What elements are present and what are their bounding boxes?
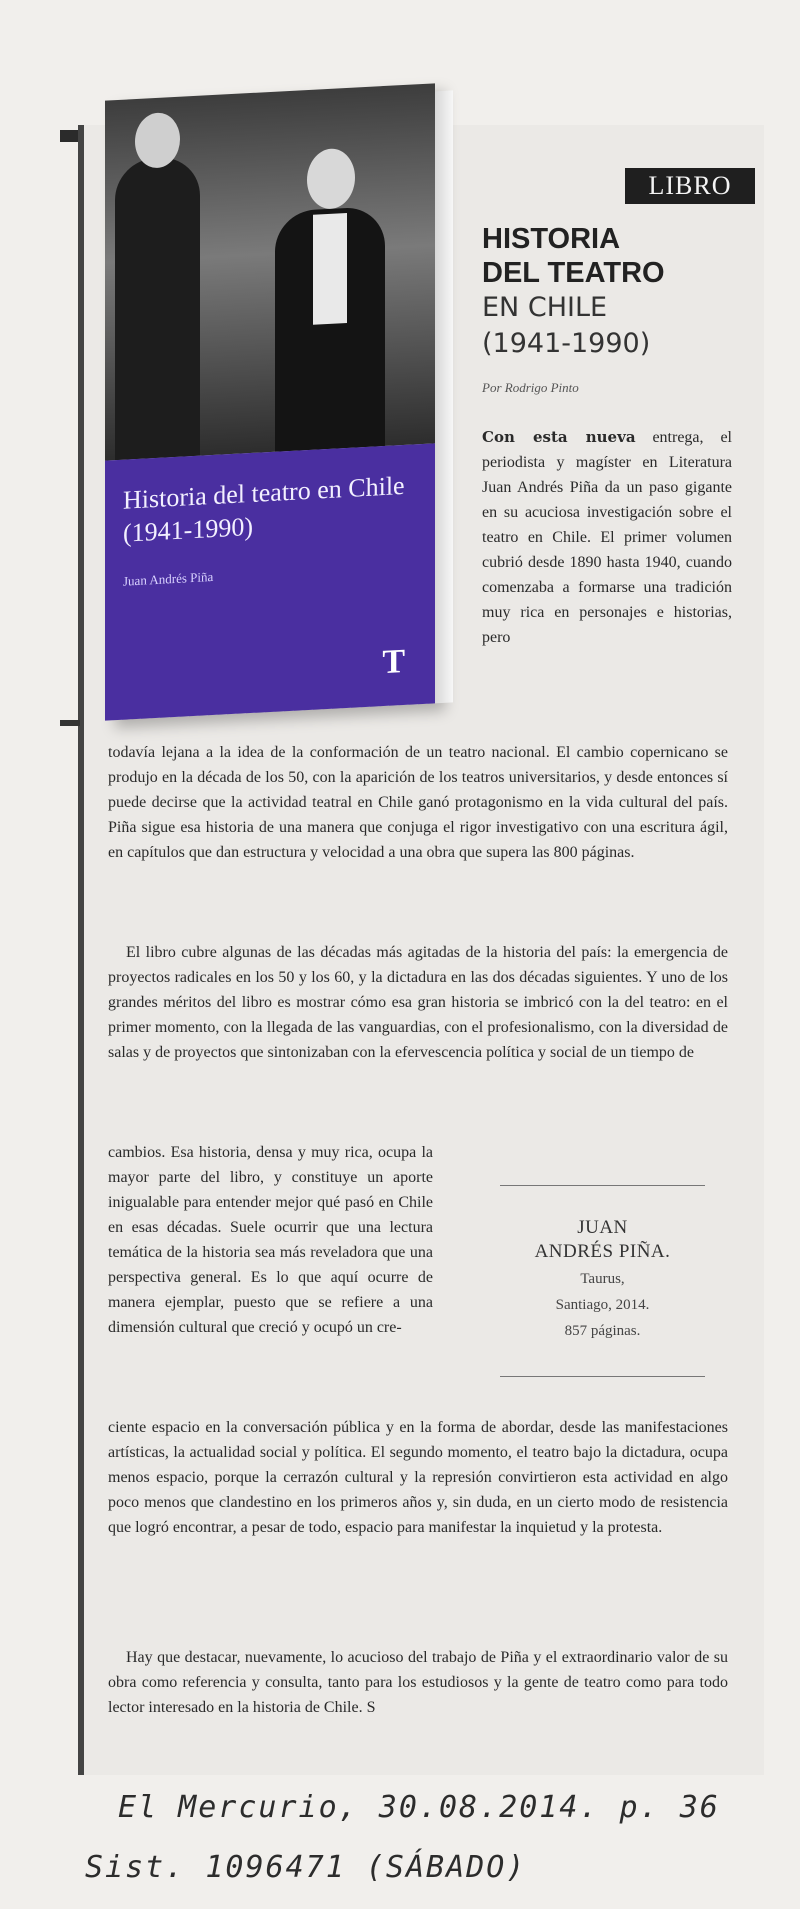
paragraph-2: El libro cubre algunas de las décadas más agitadas de la historia del país: la emergencia de proyectos radicales en los 50 y los 60, y la dictadura en las dos décadas siguientes. Y uno de los grandes méritos del libro es mostrar cómo esa gran historia se imbricó con la del teatro: en el primer momento, con la llegada de las vanguardias, con el profesionalismo, con la diversidad de salas y de proyectos que sintonizaban con la efervescencia política y social de un tiempo de: [108, 944, 728, 1061]
byline: Por Rodrigo Pinto: [482, 380, 579, 395]
headline-line-4: (1941-1990): [482, 328, 651, 359]
left-rule: [60, 720, 80, 726]
headline-bold: [482, 222, 742, 290]
info-place-year: Santiago, 2014.: [555, 1297, 650, 1313]
book-info-box: [500, 1185, 705, 1377]
headline-light: [482, 290, 742, 362]
headline-line-3: EN CHILE: [482, 292, 608, 323]
cover-author: Juan Andrés Piña: [123, 568, 214, 589]
cover-title: Historia del teatro en Chile (1941-1990): [123, 470, 405, 548]
info-publisher: Taurus,: [580, 1271, 625, 1287]
publisher-logo: T: [382, 642, 405, 682]
info-pages: 857 páginas.: [564, 1323, 641, 1339]
paragraph-2-narrow: cambios. Esa historia, densa y muy rica, ocupa la mayor parte del libro, y constituye un aporte inigualable para entender mejor qué pasó en Chile en esas décadas. Suele ocurrir que una lectura temática de la historia sea más reveladora que una perspectiva general. Es lo que aquí ocurre de manera ejemplar, puesto que se refiere a una dimensión cultural que creció y ocupó un cre-: [108, 1144, 433, 1336]
handwritten-system-id: Sist. 1096471 (SÁBADO): [85, 1850, 527, 1885]
intro-text: entrega, el periodista y magíster en Literatura Juan Andrés Piña da un paso gigante en su acuciosa investigación sobre el teatro en Chile. El primer volumen cubrió desde 1890 hasta 1940, cuando comenzaba a formarse una tradición muy rica en personajes e historias, pero: [482, 429, 732, 646]
paragraph-3: Hay que destacar, nuevamente, lo acucioso del trabajo de Piña y el extraordinario valor de su obra como referencia y consulta, tanto para los estudiosos y la gente de teatro como para todo lector interesado en la historia de Chile. S: [108, 1649, 728, 1716]
book-spine: [435, 90, 453, 703]
actor-figure-right: [275, 206, 385, 452]
cover-photo: [105, 83, 435, 460]
paragraph-1-continued: todavía lejana a la idea de la conformación de un teatro nacional. El cambio copernicano se produjo en la década de los 50, con la aparición de los teatros universitarios, y desde entonces sí puede decirse que la actividad teatral en Chile ganó protagonismo en la vida cultural del país. Piña sigue esa historia de una manera que conjuga el rigor investigativo con una escritura ágil, en capítulos que dan estructura y velocidad a una obra que supera las 800 páginas.: [108, 744, 728, 861]
section-badge: LIBRO: [625, 168, 755, 204]
headline-line-1: HISTORIA: [482, 223, 621, 255]
intro-paragraph: [482, 425, 732, 650]
info-author-line-1: JUAN: [577, 1217, 628, 1238]
info-author-line-2: ANDRÉS PIÑA.: [534, 1241, 671, 1262]
actor-figure-left: [115, 156, 200, 460]
book-cover: [105, 83, 435, 720]
lead-in: Con esta nueva: [482, 428, 636, 446]
cover-band: [105, 443, 435, 720]
paragraph-2-wide: ciente espacio en la conversación pública y en la forma de abordar, desde las manifestaciones artísticas, la actualidad social y política. El segundo momento, el teatro bajo la dictadura, ocupa menos espacio, porque la cerrazón cultural y la represión convirtieron esta actividad en algo poco menos que clandestino en los primeros años y, sin duda, en un cierto modo de resistencia que logró encontrar, a pesar de todo, espacio para manifestar la inquietud y la protesta.: [108, 1419, 728, 1536]
headline-line-2: DEL TEATRO: [482, 257, 665, 289]
handwritten-source: El Mercurio, 30.08.2014. p. 36: [118, 1790, 720, 1825]
